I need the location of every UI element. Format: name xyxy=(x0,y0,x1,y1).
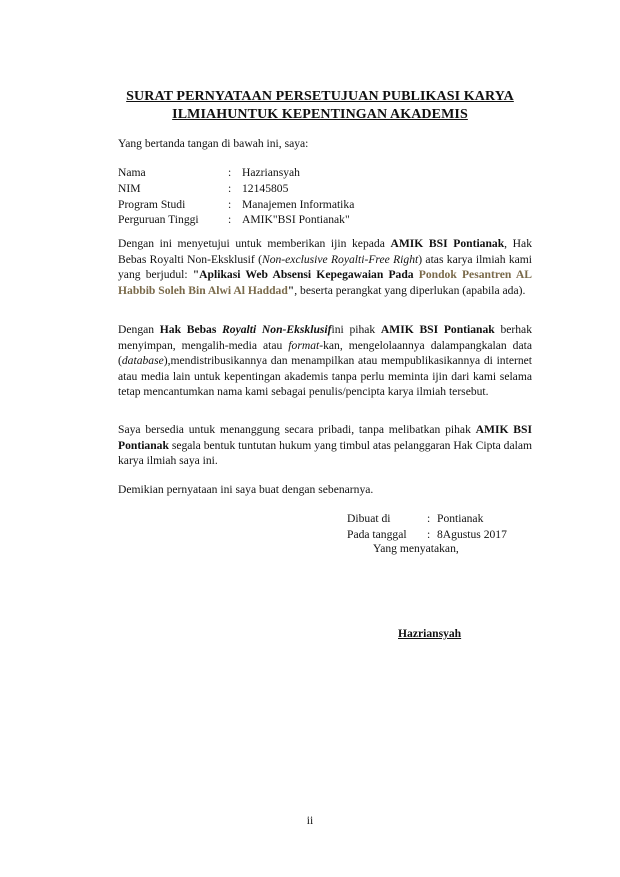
text: Dengan ini menyetujui untuk memberikan ijin kepada xyxy=(118,237,391,250)
intro-text: Yang bertanda tangan di bawah ini, saya: xyxy=(118,137,309,150)
text: Saya bersedia untuk menanggung secara pribadi, tanpa melibatkan pihak xyxy=(118,423,476,436)
text: ),mendistribusikannya dan menampilkan atau mempublikasikannya di internet atau media lain untuk kepentingan akademis tanpa perlu meminta ijin dari kami selama tetap mencantumkan nama kami sebagai penulis/pencipta karya ilmiah tersebut. xyxy=(118,354,532,399)
thesis-title: "Aplikasi Web Absensi Kepegawaian Pada xyxy=(192,268,419,282)
identity-row-nim xyxy=(118,181,354,197)
text: , beserta perangkat yang diperlukan (apabila ada). xyxy=(294,283,526,297)
signature-row-date xyxy=(347,527,507,543)
institution-name: AMIK BSI Pontianak xyxy=(118,423,532,452)
identity-label: Perguruan Tinggi xyxy=(118,213,199,227)
text: segala bentuk tuntutan hukum yang timbul atas pelanggaran Hak Cipta dalam karya ilmiah saya ini. xyxy=(118,438,532,468)
signature-value: Pontianak xyxy=(437,512,484,525)
signature-value: 8Agustus 2017 xyxy=(437,527,507,541)
paragraph-closing: Demikian pernyataan ini saya buat dengan sebenarnya. xyxy=(118,483,374,496)
signature-separator: : xyxy=(427,527,431,541)
title-line-2: ILMIAHUNTUK KEPENTINGAN AKADEMIS xyxy=(172,107,468,122)
identity-label: NIM xyxy=(118,181,141,195)
document-title xyxy=(100,88,540,124)
text: -kan, mengelolaannya dalampangkalan data ( xyxy=(118,338,532,368)
text: Dengan xyxy=(118,323,160,336)
paragraph-consent xyxy=(118,236,532,298)
identity-separator: : xyxy=(228,213,232,227)
signature-row-place xyxy=(347,511,507,527)
identity-label: Nama xyxy=(118,166,146,179)
term-italic: format xyxy=(288,338,320,352)
text: berhak menyimpan, mengalih-media atau xyxy=(118,323,532,352)
page-number: ii xyxy=(306,814,314,827)
identity-value: Hazriansyah xyxy=(242,166,300,179)
paragraph-liability xyxy=(118,422,532,469)
text: ) atas karya ilmiah kami yang berjudul: xyxy=(118,252,533,282)
identity-separator: : xyxy=(228,181,232,195)
signer-name: Hazriansyah xyxy=(398,627,462,640)
signature-place-date xyxy=(347,511,507,543)
rights-term-italic: Royalti Non-Eksklusif xyxy=(222,323,332,336)
term-italic: Non-exclusive Royalti-Free Right xyxy=(261,252,419,266)
text: , Hak Bebas Royalti Non-Eksklusif ( xyxy=(118,237,532,266)
identity-row-name xyxy=(118,165,354,181)
institution-name: AMIK BSI Pontianak xyxy=(380,323,495,336)
identity-label: Program Studi xyxy=(118,197,186,211)
signature-separator: : xyxy=(427,512,431,525)
institution-name: AMIK BSI Pontianak xyxy=(390,237,505,250)
identity-value: AMIK"BSI Pontianak" xyxy=(242,213,350,227)
identity-row-university xyxy=(118,212,354,228)
identity-table xyxy=(118,165,354,228)
signature-closing: Yang menyatakan, xyxy=(373,542,459,555)
signature-label: Pada tanggal xyxy=(347,527,407,541)
identity-row-program xyxy=(118,197,354,213)
term-italic: database xyxy=(121,354,164,368)
signature-label: Dibuat di xyxy=(347,512,391,525)
identity-value: Manajemen Informatika xyxy=(242,197,355,211)
text: ini pihak xyxy=(331,323,381,336)
paragraph-rights xyxy=(118,322,532,400)
identity-separator: : xyxy=(228,166,232,179)
identity-value: 12145805 xyxy=(242,181,289,195)
title-line-1: SURAT PERNYATAAN PERSETUJUAN PUBLIKASI KARYA xyxy=(126,89,514,104)
thesis-title-highlight: Pondok Pesantren AL Habbib Soleh Bin Alwi Al Haddad xyxy=(118,268,532,297)
rights-term: Hak Bebas xyxy=(159,323,223,336)
thesis-title-close: " xyxy=(287,283,295,297)
identity-separator: : xyxy=(228,197,232,211)
